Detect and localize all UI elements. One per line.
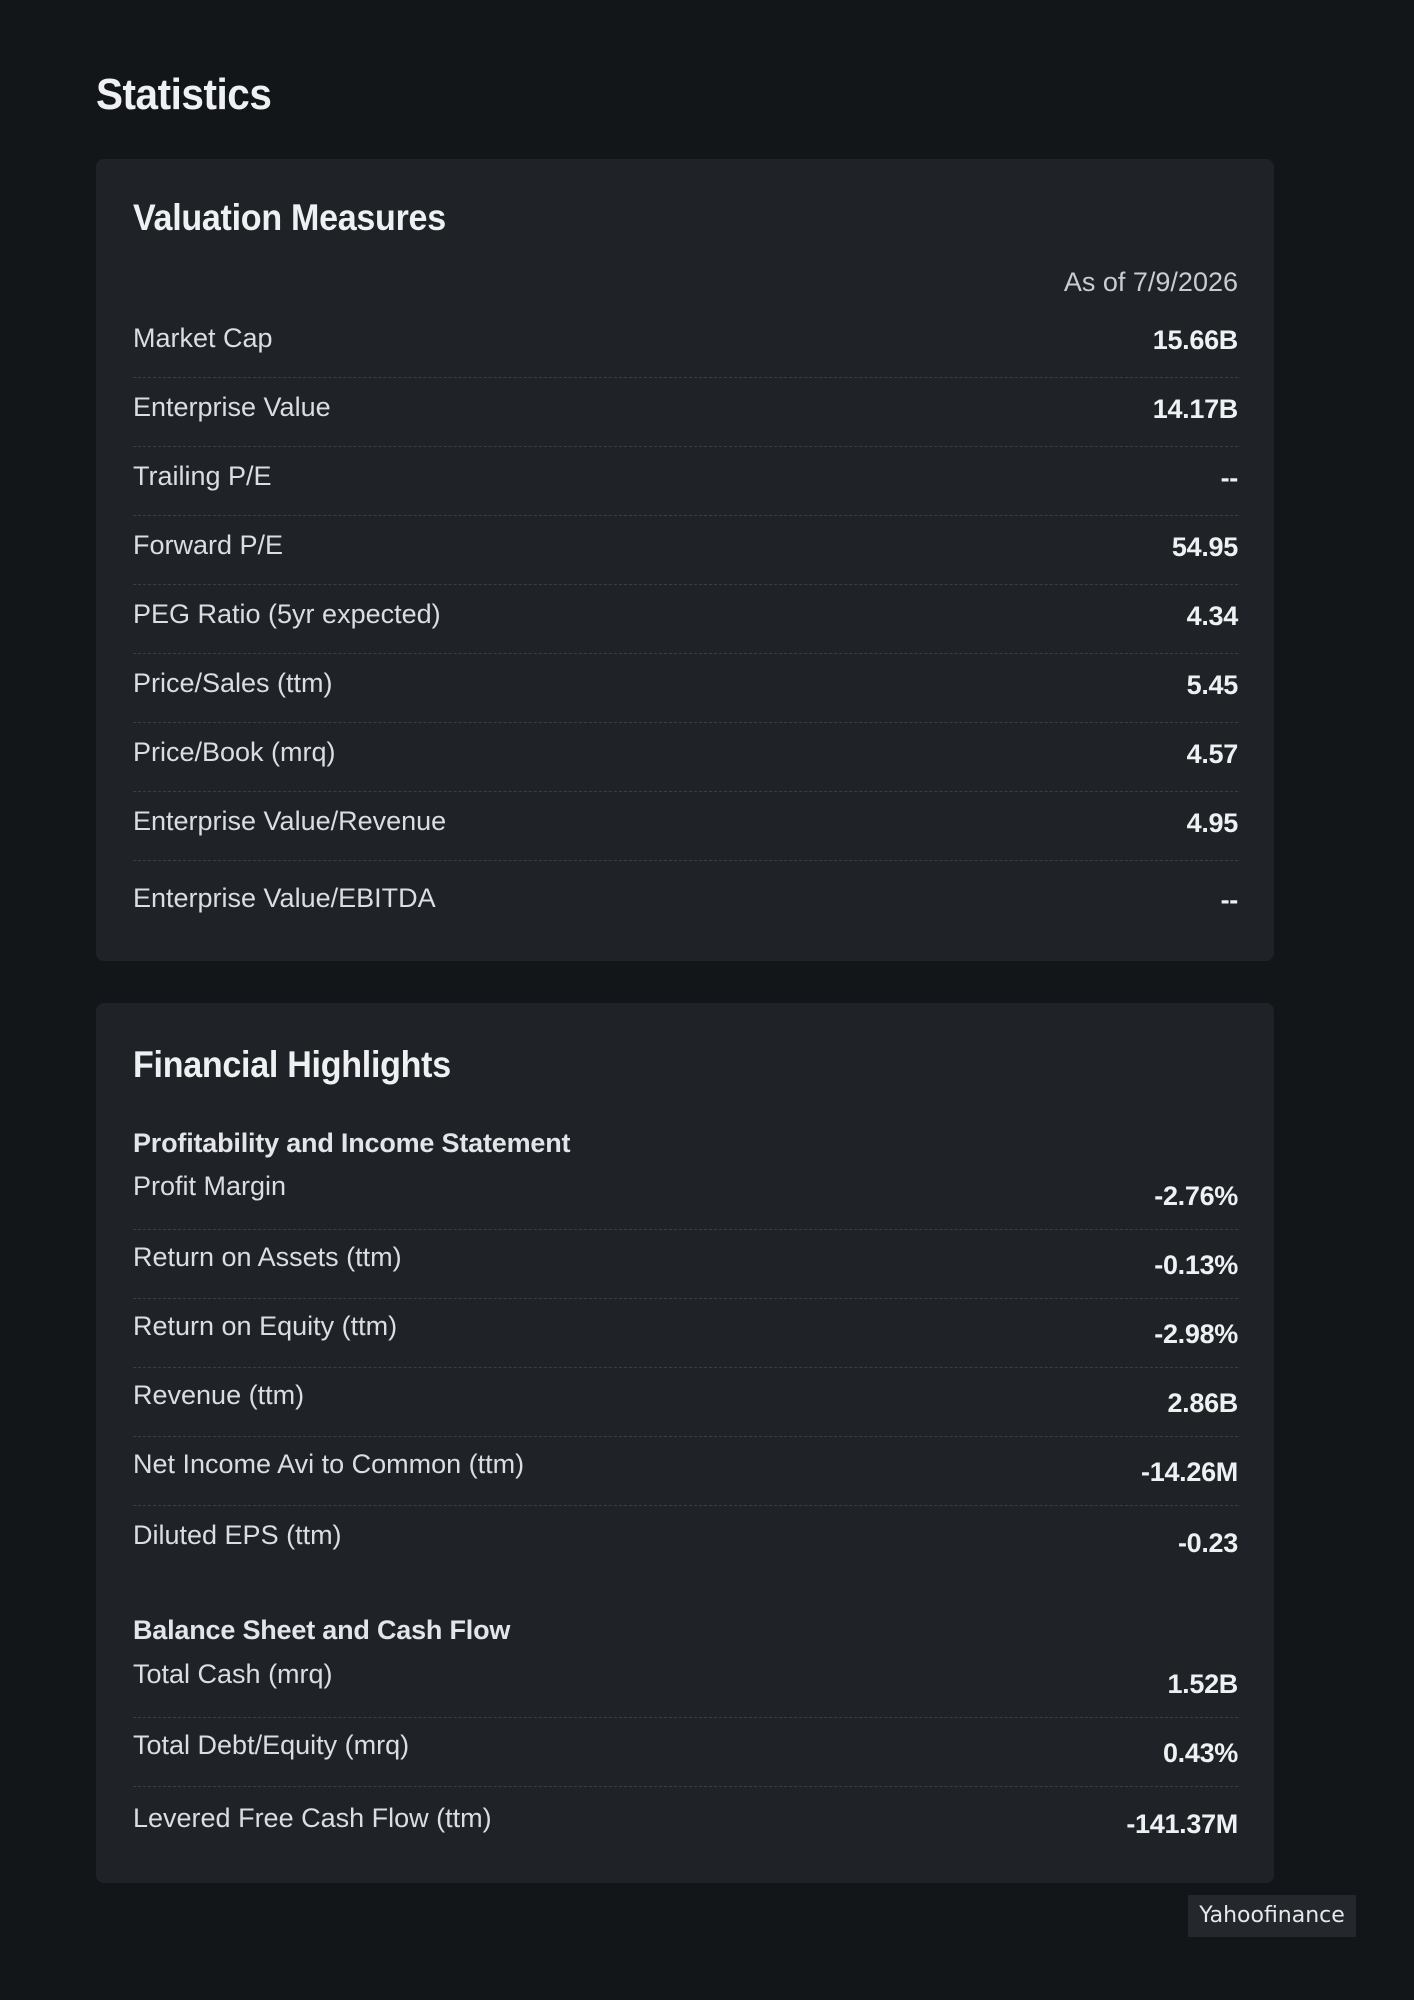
row-value: 1.52B [1167,1669,1238,1699]
financial-highlights-card [96,1003,1274,1883]
profitability-table [133,1161,1238,1575]
row-label: Total Cash (mrq) [133,1659,333,1689]
row-label: Price/Book (mrq) [133,737,336,767]
row-value: -14.26M [1141,1457,1238,1487]
row-value: 2.86B [1167,1388,1238,1418]
row-value: 4.34 [1186,601,1238,631]
table-row-peg-ratio [133,585,1238,654]
row-value: 4.57 [1186,739,1238,769]
row-value: -141.37M [1126,1809,1238,1839]
table-row-forward-pe [133,516,1238,585]
row-label: Total Debt/Equity (mrq) [133,1730,410,1760]
table-row-total-cash [133,1649,1238,1718]
table-row-price-book [133,723,1238,792]
row-label: Market Cap [133,323,273,353]
row-label: Levered Free Cash Flow (ttm) [133,1803,492,1833]
table-row-market-cap [133,309,1238,378]
row-label: Net Income Avi to Common (ttm) [133,1449,525,1479]
row-label: Profit Margin [133,1171,287,1201]
row-label: PEG Ratio (5yr expected) [133,599,441,629]
row-value: 4.95 [1186,808,1238,838]
profitability-heading: Profitability and Income Statement [133,1128,571,1158]
row-value: 0.43% [1162,1738,1238,1768]
row-value: 14.17B [1152,394,1238,424]
row-label: Trailing P/E [133,461,272,491]
table-row-ev-revenue [133,792,1238,861]
table-row-revenue [133,1368,1238,1437]
row-label: Diluted EPS (ttm) [133,1520,342,1550]
row-label: Price/Sales (ttm) [133,668,333,698]
row-value: -2.76% [1154,1181,1238,1211]
valuation-table [133,309,1238,930]
table-row-return-on-equity [133,1299,1238,1368]
table-row-enterprise-value [133,378,1238,447]
row-label: Enterprise Value [133,392,331,422]
valuation-measures-card [96,159,1274,961]
table-row-profit-margin [133,1161,1238,1230]
table-row-price-sales [133,654,1238,723]
table-row-diluted-eps [133,1506,1238,1575]
row-label: Enterprise Value/Revenue [133,806,447,836]
balance-sheet-table [133,1649,1238,1856]
table-row-levered-fcf [133,1787,1238,1856]
row-value: 54.95 [1171,532,1238,562]
row-value: -0.13% [1154,1250,1238,1280]
row-label: Return on Equity (ttm) [133,1311,398,1341]
valuation-measures-title: Valuation Measures [133,197,446,238]
page-title: Statistics [96,70,272,119]
table-row-return-on-assets [133,1230,1238,1299]
row-value: -0.23 [1177,1528,1238,1558]
row-value: -2.98% [1154,1319,1238,1349]
row-label: Enterprise Value/EBITDA [133,883,436,913]
table-row-trailing-pe [133,447,1238,516]
row-value: 15.66B [1152,325,1238,355]
as-of-date: As of 7/9/2026 [1063,267,1238,297]
table-row-net-income [133,1437,1238,1506]
row-label: Forward P/E [133,530,284,560]
financial-highlights-title: Financial Highlights [133,1044,451,1085]
row-value: 5.45 [1186,670,1238,700]
row-label: Revenue (ttm) [133,1380,305,1410]
table-row-ev-ebitda [133,861,1238,930]
row-label: Return on Assets (ttm) [133,1242,402,1272]
table-row-total-debt-equity [133,1718,1238,1787]
row-value: -- [1220,885,1238,915]
row-value: -- [1220,463,1238,493]
balance-sheet-heading: Balance Sheet and Cash Flow [133,1615,511,1645]
watermark-label: Yahoofinance [1188,1895,1356,1937]
